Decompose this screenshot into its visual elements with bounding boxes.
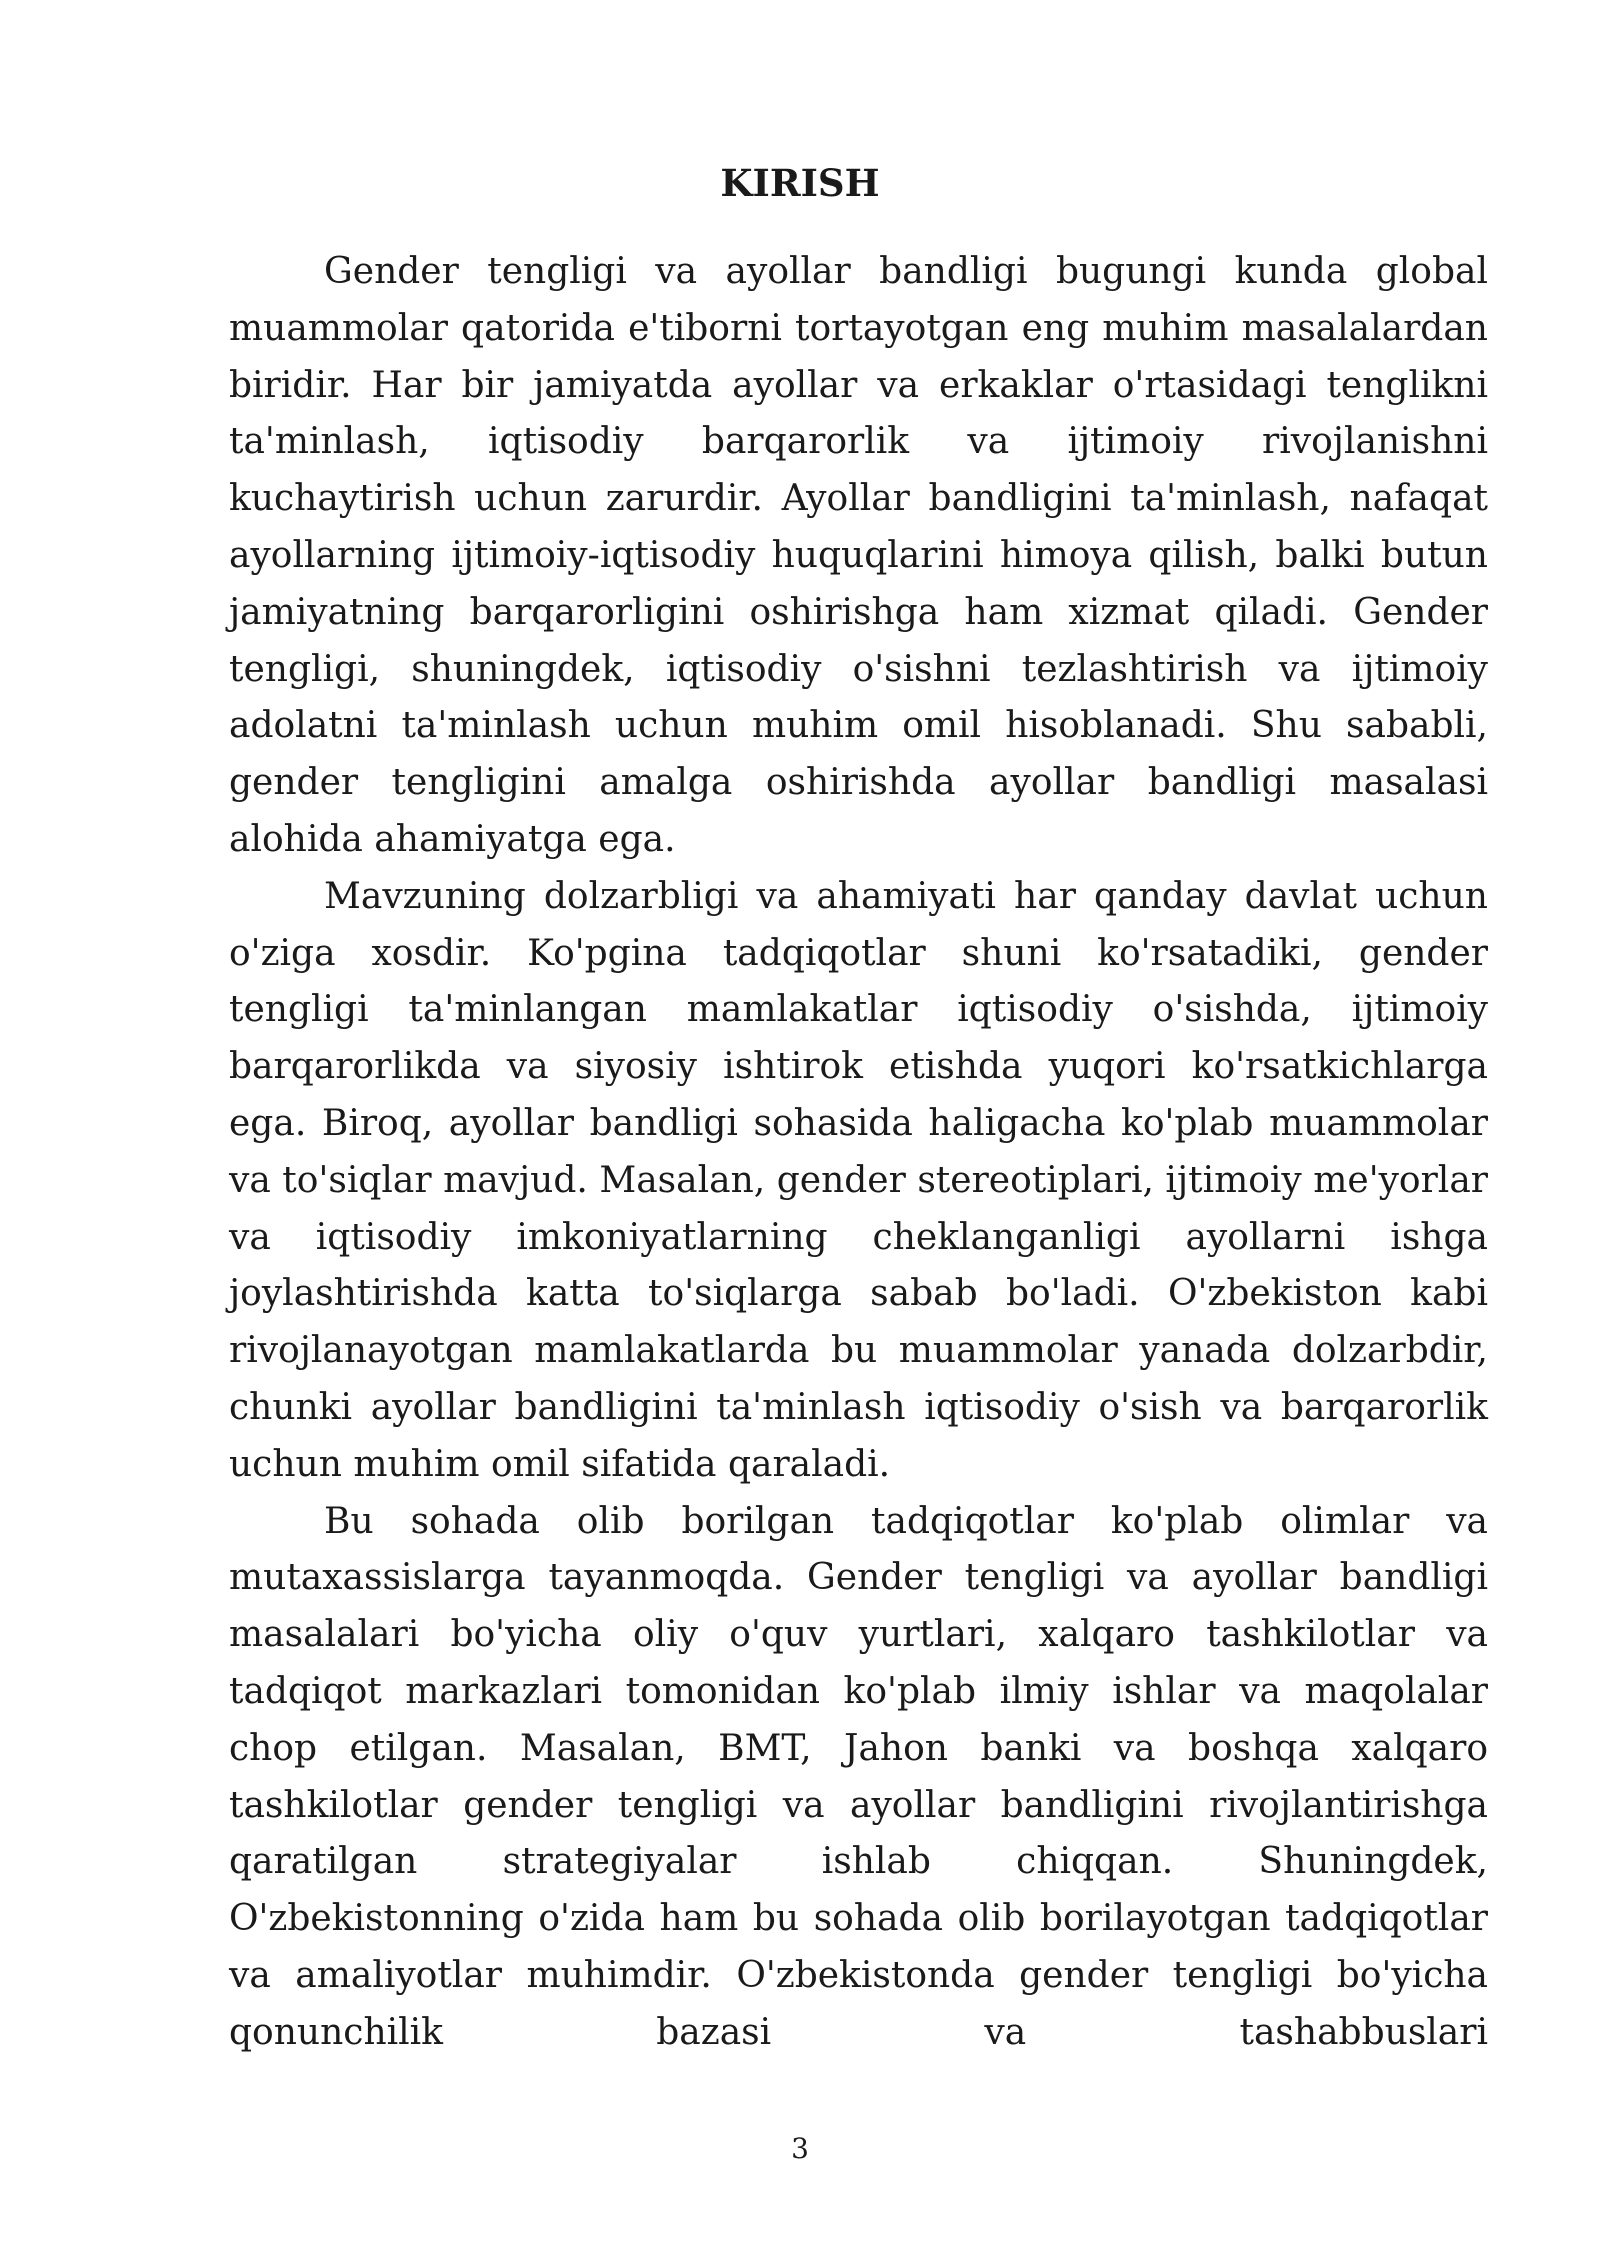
paragraph-3: Bu sohada olib borilgan tadqiqotlar ko'plab olimlar va mutaxassislarga tayanmoqda. Gender tengligi va ayollar bandligi masalalari bo'yicha oliy o'quv yurtlari, xalqaro tashkilotlar va tadqiqot markazlari tomonidan ko'plab ilmiy ishlar va maqolalar chop etilgan. Masalan, BMT, Jahon banki va boshqa xalqaro tashkilotlar gender tengligi va ayollar bandligini rivojlantirishga qaratilgan strategiyalar ishlab chiqqan. Shuningdek, O'zbekistonning o'zida ham bu sohada olib borilayotgan tadqiqotlar va amaliyotlar muhimdir. O'zbekistonda gender tengligi bo'yicha qonunchilik bazasi va tashabbuslari <box>229 1500 1488 2053</box>
page-number: 3 <box>791 2132 809 2165</box>
paragraph-1: Gender tengligi va ayollar bandligi bugungi kunda global muammolar qatorida e'tiborni tortayotgan eng muhim masalalardan biridir. Har bir jamiyatda ayollar va erkaklar o'rtasidagi tenglikni ta'minlash, iqtisodiy barqarorlik va ijtimoiy rivojlanishni kuchaytirish uchun zarurdir. Ayollar bandligini ta'minlash, nafaqat ayollarning ijtimoiy-iqtisodiy huquqlarini himoya qilish, balki butun jamiyatning barqarorligini oshirishga ham xizmat qiladi. Gender tengligi, shuningdek, iqtisodiy o'sishni tezlashtirish va ijtimoiy adolatni ta'minlash uchun muhim omil hisoblanadi. Shu sababli, gender tengligini amalga oshirishda ayollar bandligi masalasi alohida ahamiyatga ega. <box>229 251 1488 860</box>
body-text <box>229 244 1488 2062</box>
paragraph-2: Mavzuning dolzarbligi va ahamiyati har qanday davlat uchun o'ziga xosdir. Ko'pgina tadqiqotlar shuni ko'rsatadiki, gender tengligi ta'minlangan mamlakatlar iqtisodiy o'sishda, ijtimoiy barqarorlikda va siyosiy ishtirok etishda yuqori ko'rsatkichlarga ega. Biroq, ayollar bandligi sohasida haligacha ko'plab muammolar va to'siqlar mavjud. Masalan, gender stereotiplari, ijtimoiy me'yorlar va iqtisodiy imkoniyatlarning cheklanganligi ayollarni ishga joylashtirishda katta to'siqlarga sabab bo'ladi. O'zbekiston kabi rivojlanayotgan mamlakatlarda bu muammolar yanada dolzarbdir, chunki ayollar bandligini ta'minlash iqtisodiy o'sish va barqarorlik uchun muhim omil sifatida qaraladi. <box>229 875 1488 1485</box>
section-title: KIRISH <box>720 161 880 205</box>
